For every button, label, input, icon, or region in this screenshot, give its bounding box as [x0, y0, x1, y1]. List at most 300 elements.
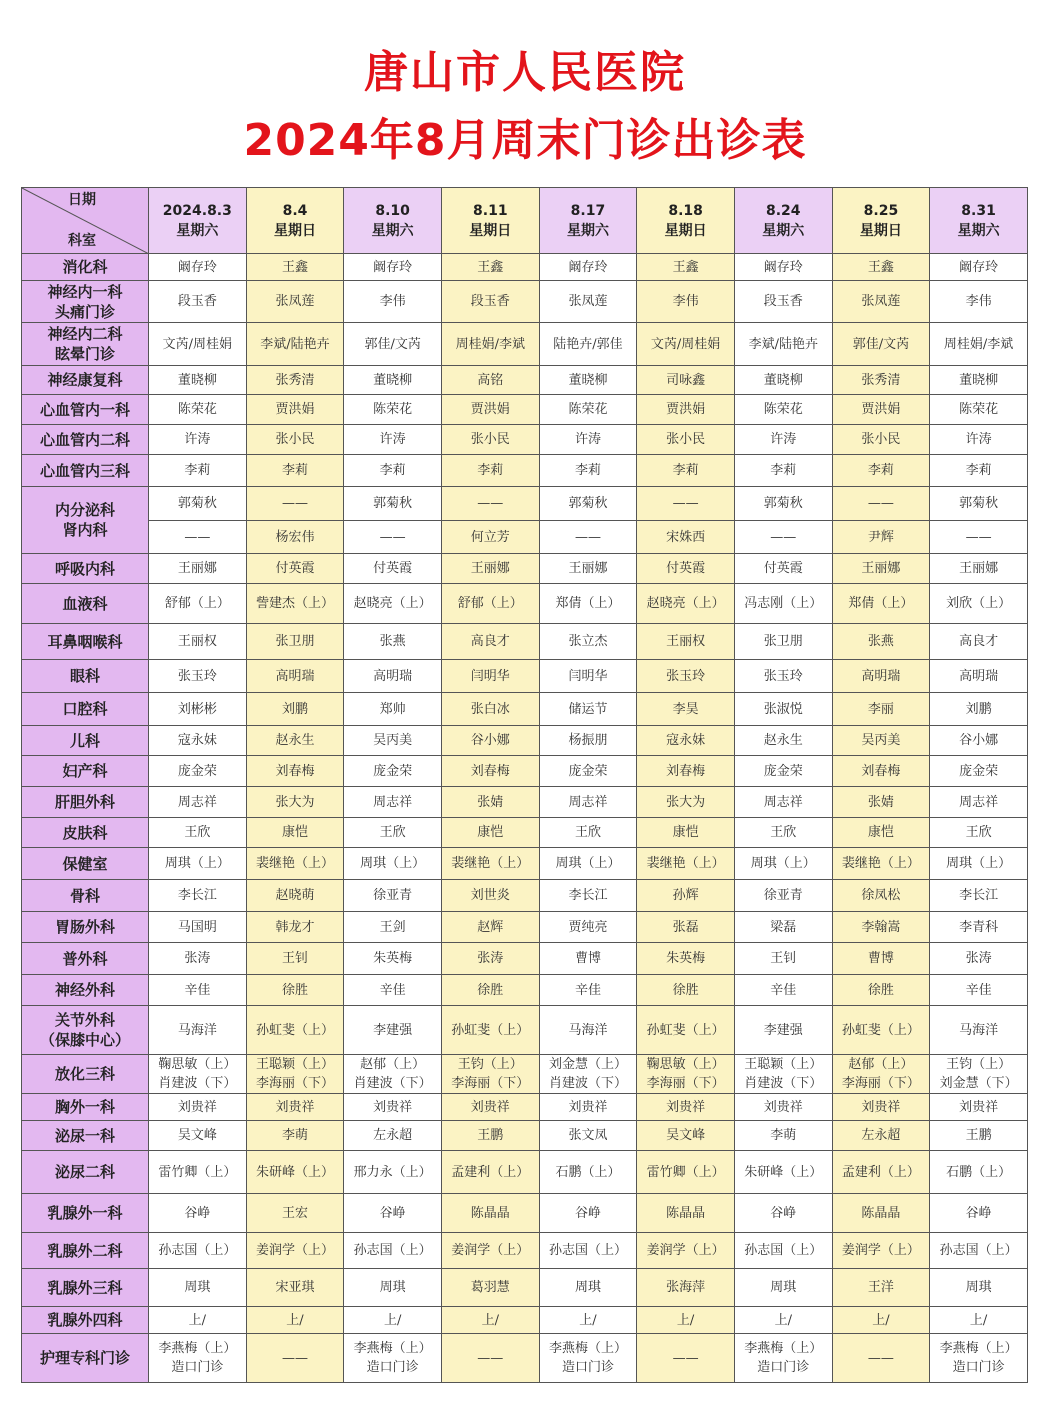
doctor-cell: [344, 787, 442, 818]
doctor-cell: [344, 1194, 442, 1233]
date-label: 8.25: [863, 202, 899, 219]
doctor-cell: [539, 455, 637, 487]
doctor-cell: [637, 1194, 735, 1233]
doctor-name: 郭菊秋: [959, 496, 999, 511]
doctor-name: 葛羽慧: [470, 1280, 510, 1295]
department-name-line: 耳鼻咽喉科: [47, 632, 123, 651]
doctor-cell: [832, 366, 930, 395]
doctor-name: ——: [281, 496, 308, 511]
doctor-name: 王欣: [770, 825, 797, 840]
doctor-name: 董晓柳: [177, 372, 217, 388]
doctor-cell: [539, 624, 637, 660]
doctor-name: 辛佳: [965, 982, 992, 998]
doctor-name: 周桂娟/李斌: [455, 336, 525, 352]
doctor-name: 张婧: [867, 794, 894, 810]
department-name: [22, 487, 149, 554]
department-name: [22, 366, 149, 395]
doctor-name: 刘彬彬: [177, 701, 217, 717]
doctor-name: 阚存玲: [763, 259, 803, 275]
doctor-cell: [539, 1094, 637, 1121]
doctor-cell: [734, 848, 832, 880]
department-name-line: 放化三科: [54, 1065, 115, 1083]
doctor-name: 李海丽（下）: [841, 1076, 920, 1091]
doctor-cell: [539, 323, 637, 366]
doctor-name: 王钧（上）: [457, 1057, 523, 1072]
doctor-cell: [930, 693, 1028, 726]
date-label: 2024.8.3: [162, 202, 232, 219]
doctor-name: 周桂娟/李斌: [943, 336, 1014, 352]
doctor-cell: [637, 455, 735, 487]
doctor-name: ——: [672, 496, 699, 511]
doctor-cell: [344, 943, 442, 975]
doctor-name: 许涛: [770, 432, 797, 447]
doctor-cell: [344, 660, 442, 693]
doctor-name: 徐亚青: [763, 888, 803, 903]
doctor-name: 张卫朋: [763, 634, 803, 649]
doctor-name: 王聪颖（上）: [744, 1057, 823, 1072]
department-name: [22, 323, 149, 366]
doctor-name: 许涛: [574, 432, 601, 447]
doctor-cell: [344, 254, 442, 281]
department-name-line: 神经外科: [54, 981, 115, 999]
doctor-name: 舒郁（上）: [457, 596, 523, 611]
doctor-name: 高明瑞: [275, 668, 315, 684]
doctor-name: 姜润学（上）: [841, 1243, 920, 1258]
doctor-cell: [539, 1151, 637, 1194]
doctor-name: 王鑫: [672, 259, 699, 275]
doctor-cell: [441, 943, 539, 975]
doctor-name: 李海丽（下）: [255, 1076, 334, 1091]
department-name: [22, 395, 149, 425]
doctor-cell: [441, 366, 539, 395]
doctor-name: 李翰嵩: [861, 919, 901, 935]
doctor-cell: [734, 395, 832, 425]
doctor-cell: [832, 660, 930, 693]
doctor-cell: [149, 943, 247, 975]
doctor-cell: [930, 726, 1028, 756]
table-row: [22, 1269, 1028, 1307]
doctor-cell: [734, 1006, 832, 1055]
doctor-cell: [832, 848, 930, 880]
doctor-cell: [344, 848, 442, 880]
doctor-cell: [637, 660, 735, 693]
doctor-name: 刘鹏: [281, 701, 308, 717]
doctor-name: 董晓柳: [763, 372, 803, 388]
doctor-cell: [734, 487, 832, 521]
doctor-name: 造口门诊: [366, 1360, 419, 1375]
doctor-cell: [832, 395, 930, 425]
weekday-label: 星期六: [371, 222, 414, 239]
doctor-cell: [441, 1269, 539, 1307]
department-name: [22, 624, 149, 660]
doctor-cell: [539, 693, 637, 726]
doctor-name: 王丽娜: [177, 561, 217, 576]
doctor-name: 谷小娜: [959, 733, 999, 748]
doctor-name: 刘金慧（下）: [939, 1076, 1018, 1091]
doctor-name: 辛佳: [184, 982, 211, 998]
doctor-name: 朱英梅: [666, 951, 706, 966]
doctor-cell: [832, 756, 930, 787]
doctor-name: 周琪: [965, 1280, 992, 1295]
doctor-cell: [832, 455, 930, 487]
doctor-cell: [149, 818, 247, 848]
doctor-cell: [539, 660, 637, 693]
doctor-cell: [637, 787, 735, 818]
doctor-cell: [149, 848, 247, 880]
doctor-name: 李建强: [373, 1022, 413, 1038]
doctor-name: 付英霞: [763, 561, 803, 576]
doctor-cell: [734, 1233, 832, 1269]
doctor-cell: [344, 1006, 442, 1055]
doctor-cell: [637, 975, 735, 1006]
table-row: [22, 975, 1028, 1006]
corner-date-label: 日期: [68, 192, 96, 208]
department-name-line: 胃肠外科: [54, 918, 115, 936]
doctor-cell: [637, 880, 735, 912]
table-row: [22, 281, 1028, 323]
doctor-cell: [441, 254, 539, 281]
department-name: [22, 425, 149, 455]
doctor-cell: [246, 554, 344, 584]
doctor-name: 石鹏（上）: [555, 1164, 621, 1180]
doctor-name: 王鑫: [281, 259, 308, 275]
doctor-name: 陆艳卉/郭佳: [553, 336, 623, 352]
doctor-name: 宋亚琪: [275, 1280, 315, 1295]
table-row: [22, 366, 1028, 395]
doctor-cell: [832, 1151, 930, 1194]
doctor-name: 高铭: [477, 372, 504, 388]
department-name-line: 乳腺外二科: [47, 1241, 123, 1260]
doctor-name: 王丽娜: [959, 561, 999, 576]
doctor-cell: [637, 818, 735, 848]
doctor-cell: [734, 693, 832, 726]
doctor-cell: [344, 1233, 442, 1269]
doctor-cell: [246, 818, 344, 848]
table-row: [22, 521, 1028, 554]
table-row: [22, 756, 1028, 787]
doctor-cell: [441, 756, 539, 787]
doctor-name: 谷峥: [379, 1205, 406, 1221]
department-name: [22, 660, 149, 693]
date-header: [734, 188, 832, 254]
doctor-cell: [149, 975, 247, 1006]
doctor-cell: [441, 975, 539, 1006]
doctor-name: 张大为: [666, 794, 706, 810]
doctor-cell: [637, 1334, 735, 1383]
doctor-cell: [539, 1194, 637, 1233]
doctor-cell: [344, 395, 442, 425]
doctor-cell: [149, 1194, 247, 1233]
doctor-cell: [149, 1094, 247, 1121]
doctor-cell: [441, 726, 539, 756]
doctor-cell: [832, 521, 930, 554]
doctor-name: 郭佳/文芮: [364, 336, 421, 352]
doctor-cell: [246, 455, 344, 487]
doctor-name: 杨宏伟: [275, 529, 315, 545]
doctor-name: 上/: [286, 1312, 304, 1328]
doctor-cell: [246, 943, 344, 975]
department-name: [22, 787, 149, 818]
doctor-cell: [832, 624, 930, 660]
doctor-name: 段玉香: [470, 294, 510, 309]
doctor-name: 马海洋: [568, 1022, 608, 1038]
department-name-line: 肾内科: [62, 521, 108, 539]
doctor-name: 刘贵祥: [666, 1099, 706, 1115]
doctor-name: 周琪（上）: [555, 856, 621, 871]
doctor-name: 付英霞: [275, 561, 315, 576]
doctor-name: 刘金慧（上）: [548, 1057, 627, 1072]
doctor-name: 朱研峰（上）: [255, 1164, 334, 1180]
doctor-name: 尹辉: [867, 529, 894, 545]
doctor-name: 张凤莲: [275, 294, 315, 309]
doctor-name: 王钊: [770, 951, 797, 966]
doctor-cell: [930, 521, 1028, 554]
doctor-name: 庞金荣: [763, 763, 803, 779]
doctor-name: 王鑫: [477, 259, 504, 275]
date-label: 8.4: [282, 202, 308, 219]
doctor-cell: [539, 1269, 637, 1307]
weekday-label: 星期六: [957, 222, 1000, 239]
doctor-name: 孙志国（上）: [548, 1243, 627, 1258]
doctor-name: 辛佳: [574, 982, 601, 998]
department-name-line: 护理专科门诊: [39, 1349, 130, 1367]
doctor-name: 张大为: [275, 794, 315, 810]
doctor-cell: [149, 756, 247, 787]
doctor-name: 张涛: [184, 951, 211, 966]
doctor-cell: [539, 943, 637, 975]
doctor-name: 姜润学（上）: [255, 1243, 334, 1258]
doctor-name: 陈荣花: [373, 402, 413, 417]
date-header: [441, 188, 539, 254]
doctor-name: 李莉: [867, 463, 894, 478]
doctor-name: 郭菊秋: [763, 496, 803, 511]
doctor-cell: [637, 756, 735, 787]
department-name: [22, 943, 149, 975]
doctor-name: 韩龙才: [275, 919, 315, 935]
doctor-cell: [441, 693, 539, 726]
doctor-name: 贾洪娟: [275, 402, 315, 417]
doctor-name: 刘贵祥: [959, 1099, 999, 1115]
doctor-name: 许涛: [379, 432, 406, 447]
doctor-cell: [734, 455, 832, 487]
doctor-name: 王丽娜: [470, 561, 510, 576]
doctor-name: 谷峥: [770, 1205, 797, 1221]
doctor-name: 吴丙美: [373, 733, 413, 748]
department-name-line: 关节外科: [54, 1011, 115, 1029]
doctor-cell: [441, 1307, 539, 1334]
doctor-cell: [832, 912, 930, 943]
department-name-line: 乳腺外四科: [47, 1311, 123, 1329]
doctor-cell: [344, 487, 442, 521]
doctor-cell: [637, 726, 735, 756]
doctor-cell: [246, 323, 344, 366]
table-row: [22, 787, 1028, 818]
doctor-cell: [930, 1194, 1028, 1233]
page-title: 唐山市人民医院: [364, 47, 686, 98]
doctor-name: 朱研峰（上）: [744, 1164, 823, 1180]
doctor-cell: [539, 756, 637, 787]
department-name: [22, 584, 149, 624]
doctor-name: 高明瑞: [373, 668, 413, 684]
doctor-name: 王丽权: [177, 634, 217, 649]
doctor-name: 李莉: [965, 463, 992, 478]
doctor-cell: [930, 1006, 1028, 1055]
doctor-name: 徐胜: [672, 982, 699, 998]
doctor-name: 张婧: [477, 794, 504, 810]
doctor-cell: [149, 660, 247, 693]
doctor-cell: [832, 975, 930, 1006]
doctor-name: 闫明华: [568, 668, 608, 684]
corner-dept-label: 科室: [68, 233, 96, 249]
doctor-name: 徐胜: [867, 982, 894, 998]
doctor-name: 杨振朋: [568, 733, 608, 748]
department-name: [22, 1269, 149, 1307]
doctor-name: 高良才: [959, 634, 999, 649]
doctor-name: 李青科: [959, 919, 999, 935]
doctor-cell: [539, 281, 637, 323]
department-name: [22, 455, 149, 487]
table-row: [22, 693, 1028, 726]
doctor-cell: [246, 848, 344, 880]
doctor-name: 张涛: [477, 951, 504, 966]
doctor-cell: [734, 943, 832, 975]
doctor-name: 裴继艳（上）: [451, 856, 530, 871]
doctor-cell: [832, 1307, 930, 1334]
doctor-name: 刘贵祥: [373, 1099, 413, 1115]
doctor-cell: [637, 1269, 735, 1307]
doctor-cell: [344, 756, 442, 787]
doctor-cell: [246, 880, 344, 912]
doctor-name: 孙志国（上）: [158, 1243, 237, 1258]
doctor-cell: [149, 1334, 247, 1383]
doctor-cell: [832, 943, 930, 975]
doctor-name: 姜润学（上）: [646, 1243, 725, 1258]
doctor-name: 谷峥: [184, 1205, 211, 1221]
doctor-cell: [637, 521, 735, 554]
doctor-name: 马海洋: [959, 1022, 999, 1038]
doctor-name: 郭菊秋: [373, 496, 413, 511]
weekday-label: 星期日: [664, 222, 707, 239]
doctor-cell: [441, 1194, 539, 1233]
doctor-name: 周志祥: [763, 794, 803, 810]
doctor-cell: [344, 912, 442, 943]
doctor-name: 裴继艳（上）: [255, 856, 334, 871]
doctor-name: 辛佳: [379, 982, 406, 998]
doctor-name: 周琪: [379, 1280, 406, 1295]
doctor-name: 王欣: [965, 825, 992, 840]
doctor-cell: [930, 624, 1028, 660]
doctor-cell: [930, 1334, 1028, 1383]
doctor-cell: [734, 726, 832, 756]
doctor-cell: [637, 624, 735, 660]
doctor-cell: [832, 1194, 930, 1233]
doctor-name: 雷竹卿（上）: [646, 1164, 725, 1180]
doctor-cell: [539, 1121, 637, 1151]
doctor-cell: [930, 818, 1028, 848]
doctor-name: 王欣: [379, 825, 406, 840]
department-name-line: 普外科: [62, 949, 108, 968]
doctor-cell: [246, 1334, 344, 1383]
doctor-cell: [734, 1334, 832, 1383]
doctor-cell: [637, 1233, 735, 1269]
doctor-name: 张凤莲: [861, 294, 901, 309]
doctor-cell: [832, 880, 930, 912]
doctor-name: 朱英梅: [373, 951, 413, 966]
doctor-name: 肖建波（下）: [744, 1076, 823, 1091]
doctor-cell: [246, 912, 344, 943]
date-header: [149, 188, 247, 254]
doctor-name: 张卫朋: [275, 634, 315, 649]
doctor-cell: [344, 521, 442, 554]
doctor-cell: [832, 726, 930, 756]
doctor-name: 王欣: [574, 825, 601, 840]
department-name-line: 口腔科: [62, 700, 108, 718]
doctor-cell: [930, 1055, 1028, 1094]
doctor-cell: [637, 1151, 735, 1194]
schedule-table: [21, 187, 1028, 1383]
doctor-cell: [344, 693, 442, 726]
table-row: [22, 1233, 1028, 1269]
doctor-name: 王钊: [281, 951, 308, 966]
doctor-cell: [441, 1233, 539, 1269]
doctor-cell: [344, 281, 442, 323]
doctor-name: 吴丙美: [861, 733, 901, 748]
doctor-cell: [246, 1094, 344, 1121]
doctor-name: 付英霞: [373, 561, 413, 576]
department-name: [22, 975, 149, 1006]
doctor-cell: [832, 1121, 930, 1151]
doctor-cell: [637, 1094, 735, 1121]
doctor-cell: [637, 425, 735, 455]
doctor-name: 张秀清: [861, 372, 901, 388]
date-header: [246, 188, 344, 254]
doctor-cell: [539, 487, 637, 521]
table-row: [22, 943, 1028, 975]
doctor-name: 李伟: [965, 294, 992, 309]
doctor-cell: [734, 1269, 832, 1307]
doctor-name: 刘贵祥: [763, 1099, 803, 1115]
doctor-cell: [344, 425, 442, 455]
doctor-cell: [637, 323, 735, 366]
doctor-cell: [246, 281, 344, 323]
doctor-name: 孙虹斐（上）: [646, 1022, 725, 1038]
table-row: [22, 1055, 1028, 1094]
doctor-cell: [930, 554, 1028, 584]
doctor-name: 寇永妹: [666, 733, 706, 748]
doctor-cell: [246, 1307, 344, 1334]
doctor-name: 刘贵祥: [177, 1099, 217, 1115]
doctor-name: 付英霞: [666, 561, 706, 576]
department-name: [22, 880, 149, 912]
doctor-name: 肖建波（下）: [353, 1076, 432, 1091]
doctor-name: 赵晓萌: [275, 888, 315, 903]
doctor-cell: [539, 880, 637, 912]
doctor-cell: [149, 425, 247, 455]
department-name: [22, 1233, 149, 1269]
doctor-name: 李燕梅（上）: [939, 1341, 1018, 1356]
doctor-name: 康恺: [672, 825, 699, 840]
doctor-name: 孟建利（上）: [451, 1164, 530, 1180]
doctor-cell: [930, 254, 1028, 281]
doctor-name: 张玉玲: [763, 668, 803, 684]
date-header: [637, 188, 735, 254]
doctor-cell: [734, 975, 832, 1006]
doctor-name: 姜润学（上）: [451, 1243, 530, 1258]
doctor-cell: [637, 1055, 735, 1094]
doctor-cell: [441, 455, 539, 487]
doctor-cell: [734, 1194, 832, 1233]
doctor-name: 冯志刚（上）: [744, 596, 823, 611]
